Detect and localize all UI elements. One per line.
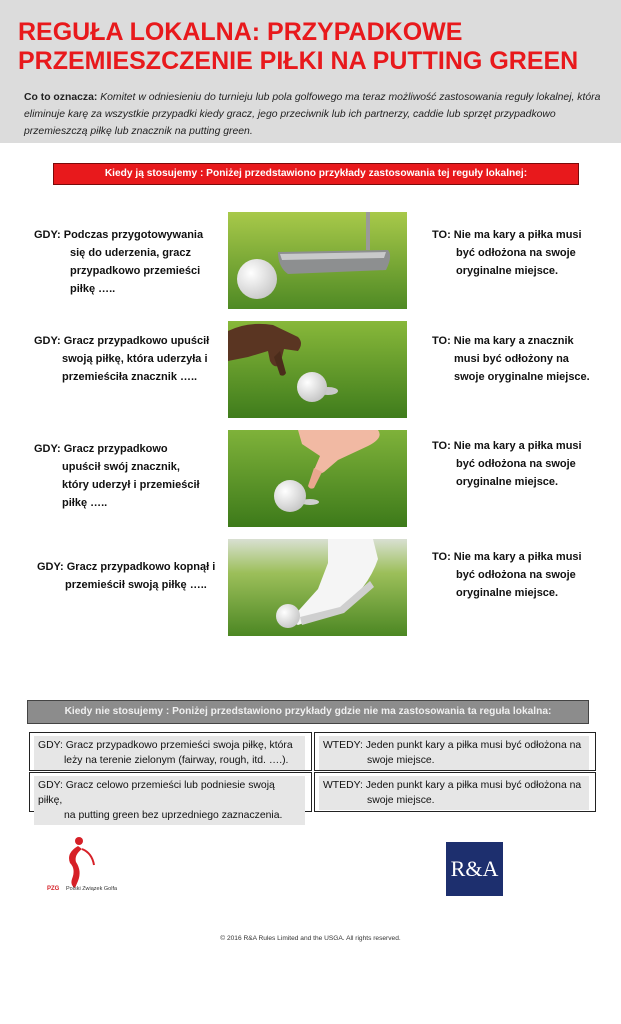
- ra-logo: R&A: [446, 842, 503, 896]
- copyright-footer: © 2016 R&A Rules Limited and the USGA. All rights reserved.: [220, 935, 401, 942]
- not-wtedy-box-2: WTEDY: Jeden punkt kary a piłka musi być odłożona na swoje miejsce.: [314, 772, 596, 812]
- shoe-kicking-ball-image: [228, 539, 407, 636]
- gdy-text-3: GDY: Gracz przypadkowo upuścił swój znacznik, który uderzył i przemieścił piłkę …..: [34, 443, 200, 509]
- intro-body: Komitet w odniesieniu do turnieju lub pola golfowego ma teraz możliwość zastosowania reguły lokalnej, która eliminuje karę za wszystkie przypadki kiedy gracz, jego przeciwnik lub ich partnerzy, caddie lub sprzęt przypadkowo przemieszczą piłkę lub znacznik na putting green.: [24, 92, 601, 137]
- when-applies-banner: Kiedy ją stosujemy : Poniżej przedstawiono przykłady zastosowania tej reguły lokalnej:: [53, 163, 579, 185]
- gdy-text-2: GDY: Gracz przypadkowo upuścił swoją piłkę, która uderzyła i przemieściła znacznik …..: [34, 335, 210, 383]
- intro-text: [24, 89, 609, 140]
- when-not-applies-banner: Kiedy nie stosujemy : Poniżej przedstawiono przykłady gdzie nie ma zastosowania ta reguła lokalna:: [27, 700, 589, 724]
- to-text-3: TO: Nie ma kary a piłka musi być odłożona na swoje oryginalne miejsce.: [432, 440, 582, 488]
- pzg-logo: [42, 835, 122, 897]
- pzg-name: Polski Związek Golfa: [66, 886, 118, 892]
- gdy-text-1: GDY: Podczas przygotowywania się do uderzenia, gracz przypadkowo przemieści piłkę …..: [34, 229, 204, 295]
- to-text-4: TO: Nie ma kary a piłka musi być odłożona na swoje oryginalne miejsce.: [432, 551, 582, 599]
- not-wtedy-box-1: WTEDY: Jeden punkt kary a piłka musi być odłożona na swoje miejsce.: [314, 732, 596, 771]
- header-panel: [0, 0, 621, 143]
- to-text-1: TO: Nie ma kary a piłka musi być odłożona na swoje oryginalne miejsce.: [432, 229, 582, 277]
- gdy-text-4: GDY: Gracz przypadkowo kopnął i przemieścił swoją piłkę …..: [37, 561, 216, 591]
- page-title: REGUŁA LOKALNA: PRZYPADKOWE PRZEMIESZCZENIE PIŁKI NA PUTTING GREEN: [18, 18, 579, 75]
- not-gdy-box-1: GDY: Gracz przypadkowo przemieści swoja piłkę, która leży na terenie zielonym (fairway, rough, itd. ….).: [29, 732, 312, 771]
- putter-and-ball-image: [228, 212, 407, 309]
- pzg-abbr: PZG: [47, 886, 60, 892]
- hand-dropping-ball-image: [228, 321, 407, 418]
- intro-label: Co to oznacza:: [24, 92, 98, 103]
- to-text-2: TO: Nie ma kary a znacznik musi być odłożony na swoje oryginalne miejsce.: [432, 335, 590, 383]
- not-gdy-box-2: GDY: Gracz celowo przemieści lub podniesie swoją piłkę, na putting green bez uprzedniego zaznaczenia.: [29, 772, 312, 812]
- hand-dropping-marker-image: [228, 430, 407, 527]
